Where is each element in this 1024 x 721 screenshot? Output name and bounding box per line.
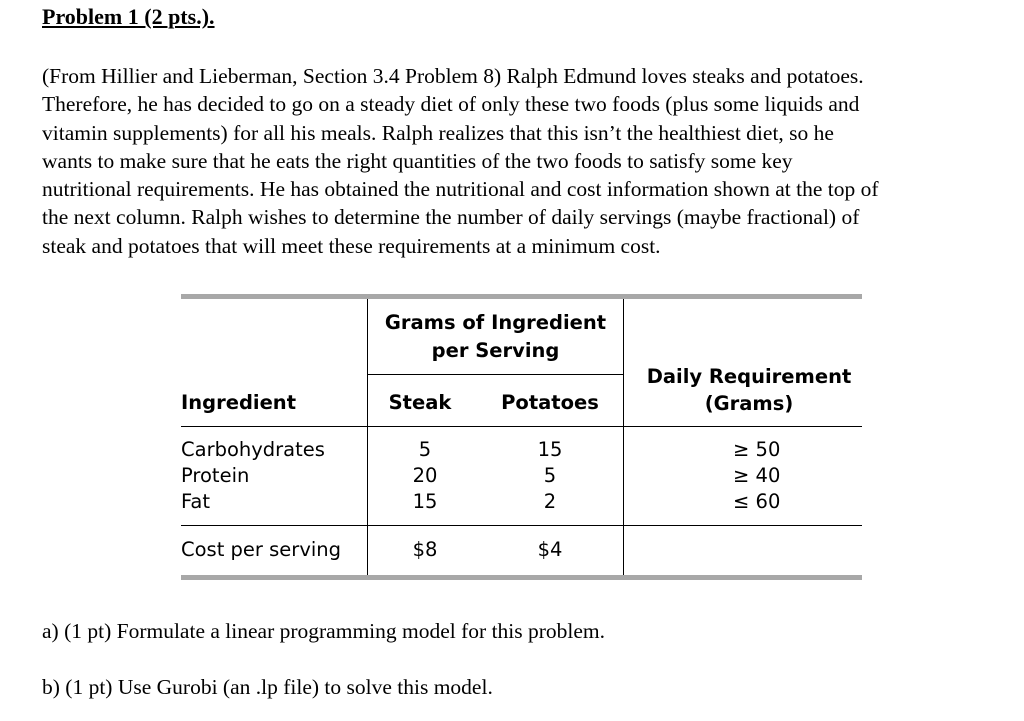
potatoes-value: 5	[543, 464, 557, 487]
table-divider	[623, 299, 624, 575]
table-divider	[181, 525, 862, 526]
statement-line: (From Hillier and Lieberman, Section 3.4 Problem 8) Ralph Edmund loves steaks and potatoes.	[42, 64, 864, 88]
ingredient-name: Carbohydrates	[181, 438, 325, 461]
steak-value: 20	[412, 464, 438, 487]
column-header-requirement: Daily Requirement	[646, 365, 852, 388]
problem-statement	[42, 62, 1017, 260]
question-a: a) (1 pt) Formulate a linear programming model for this problem.	[42, 619, 606, 643]
potatoes-cost: $4	[537, 538, 563, 561]
table-divider	[367, 374, 623, 375]
column-header-steak: Steak	[388, 391, 452, 414]
statement-line: wants to make sure that he eats the right quantities of the two foods to satisfy some key	[42, 148, 793, 173]
requirement-value: ≥ 40	[733, 464, 781, 487]
ingredient-name: Fat	[181, 490, 211, 513]
group-header: per Serving	[431, 339, 560, 362]
statement-line: steak and potatoes that will meet these requirements at a minimum cost.	[42, 233, 661, 258]
steak-cost: $8	[412, 538, 438, 561]
table-bottom-rule	[181, 575, 862, 580]
column-header-requirement: (Grams)	[704, 392, 794, 415]
column-header-ingredient: Ingredient	[181, 391, 297, 414]
requirement-value: ≥ 50	[733, 438, 781, 461]
steak-value: 15	[412, 490, 438, 513]
steak-value: 5	[418, 438, 432, 461]
group-header: Grams of Ingredient	[384, 311, 607, 334]
statement-line: Therefore, he has decided to go on a steady diet of only these two foods (plus some liquids and	[42, 92, 860, 117]
ingredient-name: Protein	[181, 464, 250, 487]
statement-line: the next column. Ralph wishes to determine the number of daily servings (maybe fractional) of	[42, 205, 860, 230]
requirement-value: ≤ 60	[733, 490, 781, 513]
column-header-potatoes: Potatoes	[501, 391, 599, 414]
question-b: b) (1 pt) Use Gurobi (an .lp file) to solve this model.	[42, 675, 493, 699]
potatoes-value: 15	[537, 438, 563, 461]
problem-title: Problem 1 (2 pts.).	[42, 4, 215, 29]
cost-label: Cost per serving	[181, 538, 342, 561]
table-divider	[181, 426, 862, 427]
statement-line: nutritional requirements. He has obtained the nutritional and cost information shown at the top of	[42, 177, 879, 202]
potatoes-value: 2	[543, 490, 557, 513]
statement-line: vitamin supplements) for all his meals. Ralph realizes that this isn’t the healthiest diet, so he	[42, 120, 834, 145]
table-top-rule	[181, 294, 862, 299]
